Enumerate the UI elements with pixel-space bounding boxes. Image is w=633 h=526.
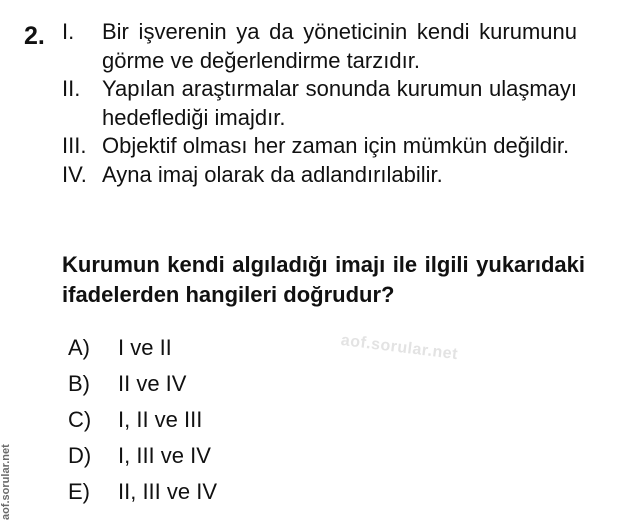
statement-text: Objektif olması her zaman için mümkün değildir. [102, 133, 570, 158]
statement-label: I. [62, 19, 75, 44]
statement-text: Ayna imaj olarak da adlandırılabilir. [102, 161, 443, 187]
question-number: 2. [24, 22, 45, 50]
statement-item [62, 18, 577, 75]
option-label: E) [68, 479, 90, 504]
statement-item [62, 75, 577, 132]
option-label: D) [68, 443, 92, 468]
option-label: A) [68, 335, 90, 360]
watermark-side: aof.sorular.net [0, 444, 12, 520]
statement-label: IV. [62, 161, 87, 187]
statement-item [62, 161, 577, 190]
option-text: I ve II [118, 335, 172, 360]
option-b[interactable] [68, 366, 217, 402]
option-label: C) [68, 407, 92, 432]
option-text: I, III ve IV [118, 443, 211, 468]
statement-text: Yapılan araştırmalar sonunda kurumun ulaşmayı hedeflediği imajdır. [102, 76, 577, 130]
option-d[interactable] [68, 438, 217, 474]
option-text: I, II ve III [118, 407, 203, 432]
statement-label: II. [62, 76, 81, 101]
option-e[interactable] [68, 474, 217, 510]
question-stem: Kurumun kendi algıladığı imajı ile ilgili yukarıdaki ifadelerden hangileri doğrudur? [62, 252, 585, 307]
statement-text: Bir işverenin ya da yöneticinin kendi kurumunu görme ve değerlendirme tarzıdır. [102, 19, 577, 73]
option-c[interactable] [68, 402, 217, 438]
option-text: II, III ve IV [118, 479, 218, 504]
option-label: B) [68, 371, 90, 396]
watermark-center: aof.sorular.net [339, 332, 459, 364]
statement-item [62, 132, 577, 161]
statement-list [62, 18, 577, 189]
option-a[interactable] [68, 330, 217, 366]
statement-label: III. [62, 133, 87, 158]
answer-options [68, 330, 217, 510]
option-text: II ve IV [118, 371, 187, 396]
